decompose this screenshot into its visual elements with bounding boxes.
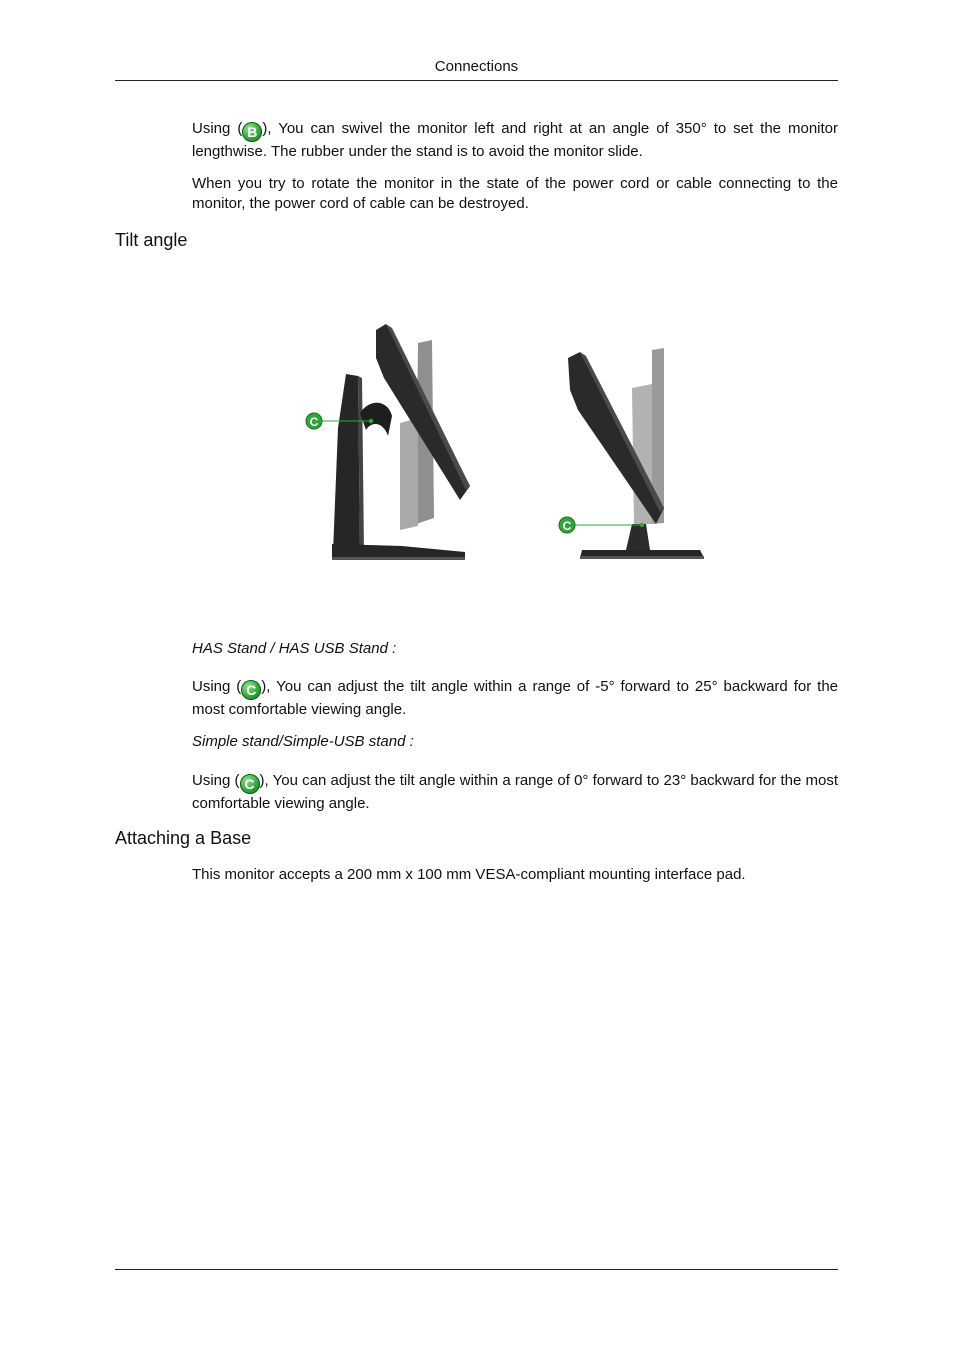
cable-warning-paragraph: When you try to rotate the monitor in the state of the power cord or cable connecting to the monitor, the power cord of cable can be destroyed.	[192, 175, 838, 212]
c-badge-label: C	[309, 415, 319, 429]
c-badge-icon: C	[241, 680, 261, 700]
has-stand-illustration	[306, 324, 470, 560]
simple-stand-paragraph: Using ( C ), You can adjust the tilt angle within a range of 0° forward to 23° backward for the most comfortable viewing angle.	[192, 772, 838, 812]
attaching-base-heading: Attaching a Base	[115, 828, 252, 848]
page-header: Connections	[434, 58, 519, 75]
simple-stand-illustration	[559, 348, 704, 559]
c-badge-icon: C	[240, 774, 260, 794]
footer-rule	[115, 1269, 838, 1270]
c-badge-label: C	[562, 519, 572, 533]
tilt-angle-figure	[300, 318, 720, 568]
b-badge-icon: B	[242, 122, 262, 142]
header-rule	[115, 80, 838, 81]
tilt-angle-heading: Tilt angle	[115, 230, 188, 250]
has-stand-label: HAS Stand / HAS USB Stand :	[192, 640, 397, 657]
vesa-paragraph: This monitor accepts a 200 mm x 100 mm VESA-compliant mounting interface pad.	[192, 866, 746, 883]
has-stand-paragraph: Using ( C ), You can adjust the tilt angle within a range of -5° forward to 25° backward for the most comfortable viewing angle.	[192, 678, 839, 718]
swivel-paragraph: Using ( B ), You can swivel the monitor left and right at an angle of 350° to set the monitor lengthwise. The rubber under the stand is to avoid the monitor slide.	[192, 120, 839, 160]
simple-stand-label: Simple stand/Simple-USB stand :	[192, 733, 414, 750]
